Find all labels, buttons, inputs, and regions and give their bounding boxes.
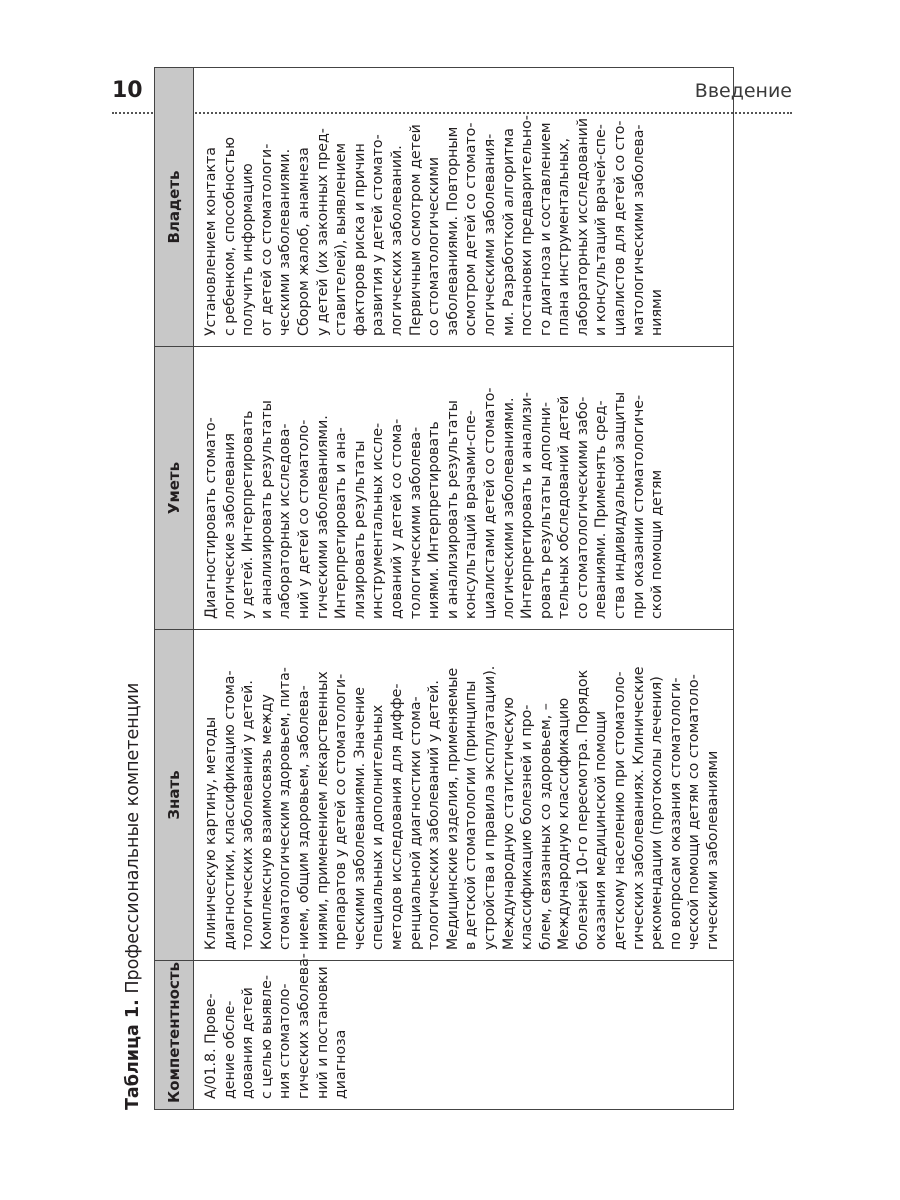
column-header-competence: Компетентность (155, 961, 194, 1110)
column-header-master: Владеть (155, 68, 194, 347)
competence-table (154, 67, 734, 1110)
cell-know (194, 630, 734, 961)
cell-competence (194, 953, 734, 1110)
cell-master (194, 68, 734, 347)
column-header-can: Уметь (155, 347, 194, 630)
table-caption-label: Таблица 1. (123, 999, 143, 1110)
table-header-row (155, 68, 194, 1110)
cell-can-text: Диагностировать стомато- логические заболевания у детей. Интерпретировать и анализировать результаты лабораторных исследова- ний у детей со стоматоло- гическими заболеваниями. Интерпретировать и ана- лизировать результаты инструментальных иссле- дований у детей со стома- тологическими заболева- ниями. Интерпретировать и анализировать результаты консультаций врачами-спе- циалистами детей со стомато- логическими заболеваниями. Интерпретировать и анализи- ровать результаты дополни- тельных обследований детей со стоматологическими забо- леваниями. Применять сред- ства индивидуальной защиты при оказании стоматологиче- ской помощи детям (203, 387, 666, 619)
page-number: 10 (112, 78, 143, 103)
column-header-know: Знать (155, 630, 194, 961)
rotated-table-block (120, 115, 800, 1110)
cell-know-text: Клиническую картину, методы диагностики, классификацию стома- тологических заболеваний у детей. Комплексную взаимосвязь между стоматологическим здоровьем, пита- нием, общим здоровьем, заболева- ниями, применением лекарственных препаратов у детей со стоматологи- ческими заболеваниями. Значение специальных и дополнительных методов исследования для диффе- ренциальной диагностики стома- тологических заболеваний у детей. Медицинские изделия, применяемые в детской стоматологии (принципы устройства и правила эксплуатации). Международную статистическую классификацию болезней и про- блем, связанных со здоровьем, – Международную классификацию болезней 10-го пересмотра. Порядок оказания медицинской помощи детскому населению при стоматоло- гических заболеваниях. Клинические рекомендации (протоколы лечения) по вопросам оказания стоматологи- ческой помощи детям со стоматоло- гическими заболеваниями (203, 665, 722, 950)
table-caption-text: Профессиональные компетенции (123, 682, 143, 994)
cell-competence-text: А/01.8. Прове- дение обсле- дования детей с целью выявле- ния стоматоло- гических заболева- ний и постановки диагноза (203, 953, 350, 1099)
cell-can (194, 347, 734, 630)
running-head: Введение (694, 80, 792, 102)
table-row (194, 68, 734, 1110)
table-caption (120, 120, 154, 1110)
cell-master-text: Установлением контакта с ребенком, способностью получить информацию от детей со стоматологи- ческими заболеваниями. Сбором жалоб, анамнеза у детей (их законных пред- ставителей), выявлением факторов риска и причин развития у детей стомато- логических заболеваний. Первичным осмотром детей со стоматологическими заболеваниями. Повторным осмотром детей со стомато- логическими заболевания- ми. Разработкой алгоритма постановки предварительно- го диагноза и составлением плана инструментальных, лабораторных исследований и консультаций врачей-спе- циалистов для детей со сто- матологическими заболева- ниями (203, 115, 666, 336)
